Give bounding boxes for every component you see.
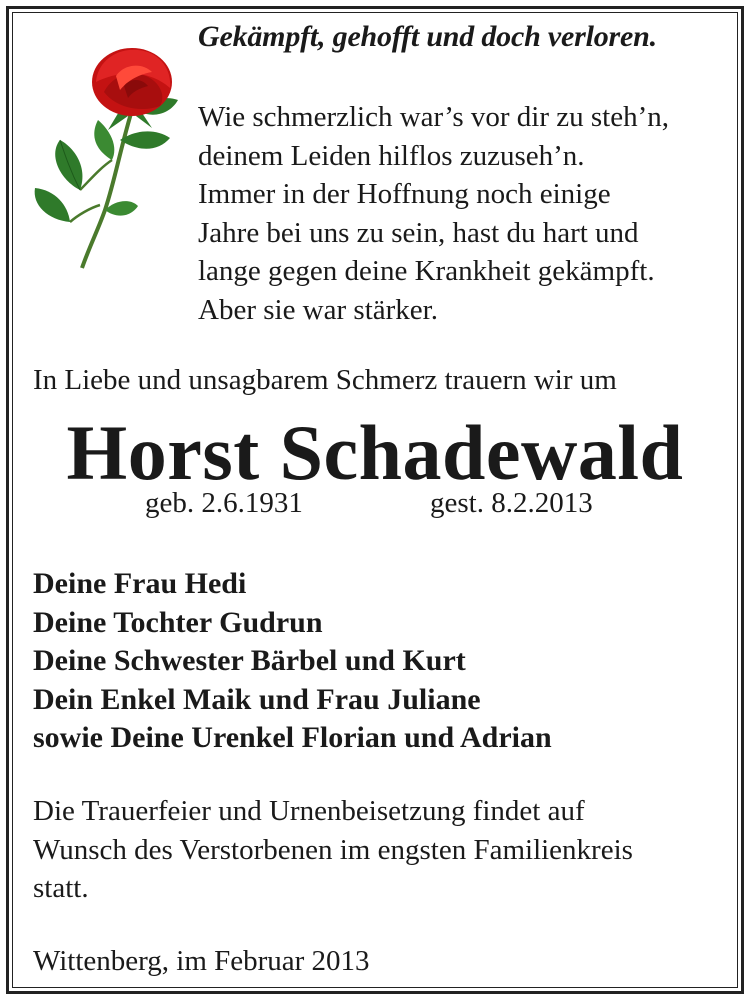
poem-line: deinem Leiden hilflos zuzuseh’n. xyxy=(198,139,585,172)
poem-line: lange gegen deine Krankheit gekämpft. xyxy=(198,255,655,287)
birth-date: geb. 2.6.1931 xyxy=(145,487,303,519)
family-list xyxy=(33,565,552,758)
family-member: Deine Schwester Bärbel und Kurt xyxy=(33,644,466,677)
notice-line: Wunsch des Verstorbenen im engsten Familienkreis xyxy=(33,833,633,866)
red-rose-icon xyxy=(20,40,195,270)
family-member: Deine Frau Hedi xyxy=(33,567,247,600)
place-date: Wittenberg, im Februar 2013 xyxy=(33,945,370,977)
notice-line: Die Trauerfeier und Urnenbeisetzung findet auf xyxy=(33,795,585,827)
poem-line: Jahre bei uns zu sein, hast du hart und xyxy=(198,216,639,249)
mourning-intro: In Liebe und unsagbarem Schmerz trauern wir um xyxy=(33,364,617,396)
family-member: Dein Enkel Maik und Frau Juliane xyxy=(33,682,481,716)
funeral-notice xyxy=(33,792,633,908)
deceased-name: Horst Schadewald xyxy=(66,409,684,496)
family-member: Deine Tochter Gudrun xyxy=(33,605,323,639)
notice-line: statt. xyxy=(33,872,89,904)
poem xyxy=(198,98,669,329)
poem-line: Aber sie war stärker. xyxy=(198,293,438,326)
poem-line: Wie schmerzlich war’s vor dir zu steh’n, xyxy=(198,101,669,133)
poem-line: Immer in der Hoffnung noch einige xyxy=(198,178,611,210)
family-member: sowie Deine Urenkel Florian und Adrian xyxy=(33,721,552,754)
motto: Gekämpft, gehofft und doch verloren. xyxy=(198,20,657,53)
death-date: gest. 8.2.2013 xyxy=(430,487,593,519)
